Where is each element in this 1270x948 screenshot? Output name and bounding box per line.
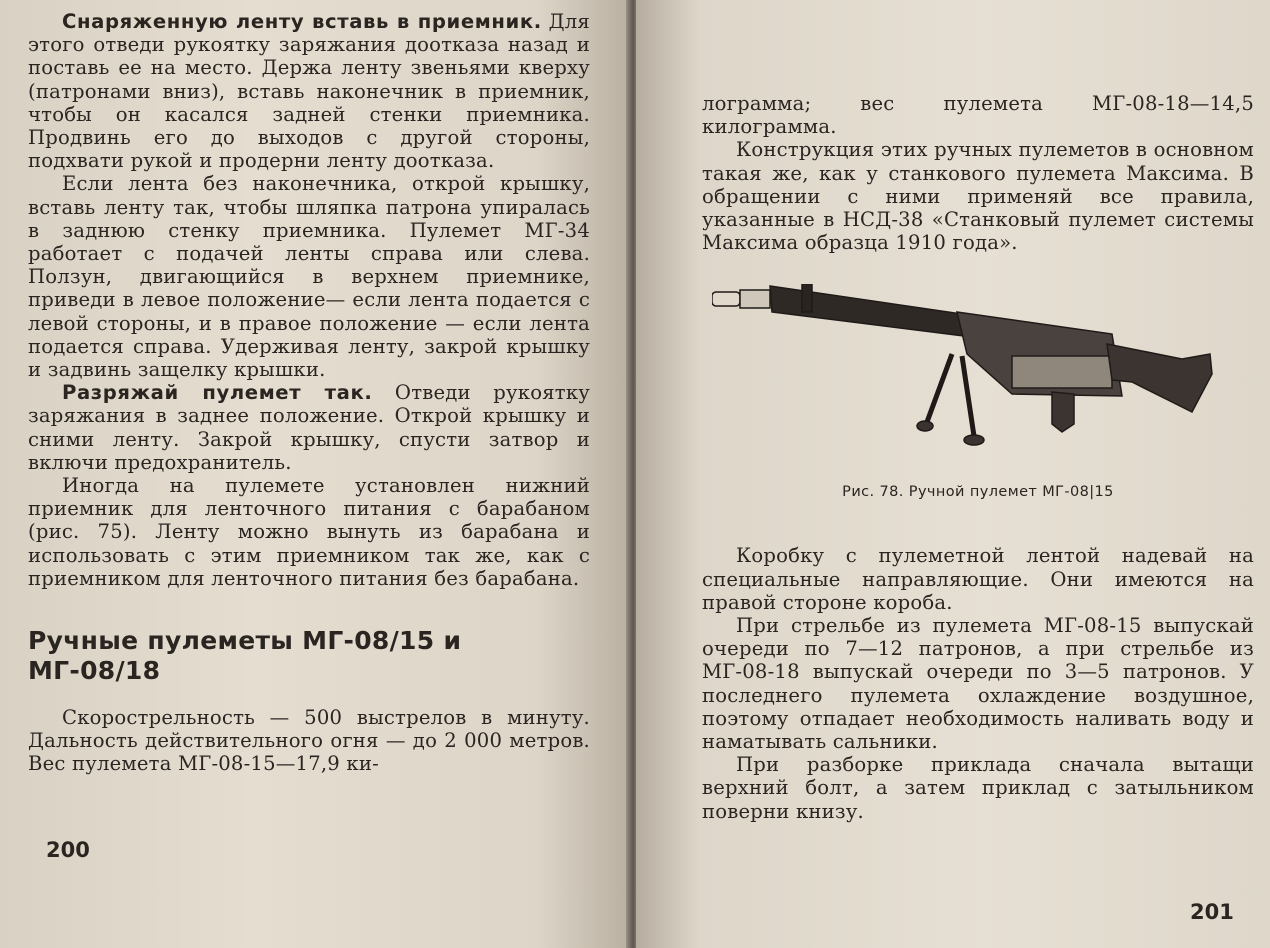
bipod-leg-shape [927, 354, 952, 422]
muzzle-sleeve-shape [740, 290, 770, 308]
paragraph-construction: Конструкция этих ручных пулеметов в основном такая же, как у станкового пулемета Максима. В обращении с ними применяй все правила, указанные в НСД-38 «Станковый пулемет системы Максима образца 1910 года». [702, 138, 1254, 255]
bipod-foot-shape [964, 435, 984, 445]
paragraph-body: Отведи рукоятку заряжания в заднее положение. Открой крышку и сними ленту. Закрой крышку, спусти затвор и включи предохранитель. [28, 381, 591, 474]
page-number-right: 201 [1190, 900, 1234, 924]
front-sight-shape [802, 284, 812, 312]
bipod-leg-shape [962, 356, 974, 436]
pistol-grip-shape [1052, 392, 1074, 432]
paragraph-no-tip: Если лента без наконечника, открой крышку, вставь ленту так, чтобы шляпка патрона упиралась в заднюю стенку приемника. Пулемет МГ-34 работает с подачей ленты справа или слева. Ползун, двигающийся в верхнем приемнике, приведи в левое положение— если лента подается с левой стороны, и в правое положение — если лента подается справа. Удерживая ленту, закрой крышку и задвинь защелку крышки. [28, 172, 590, 382]
page-number-left: 200 [46, 838, 90, 862]
paragraph-ammo-box: Коробку с пулеметной лентой надевай на специальные направляющие. Они имеются на правой стороне короба. [702, 544, 1254, 614]
paragraph-body: Для этого отведи рукоятку заряжания доотказа назад и поставь ее на место. Держа ленту звеньями кверху (патронами вниз), вставь наконечник в приемник, чтобы он касался задней стенки приемника. Продвинь его до выходов с другой стороны, подхвати рукой и продерни ленту доотказа. [28, 10, 590, 173]
machine-gun-illustration [712, 284, 1224, 464]
right-page [636, 0, 1270, 948]
paragraph-rate-of-fire: Скорострельность — 500 выстрелов в минуту. Дальность действительного огня — до 2 000 метров. Вес пулемета МГ-08-15—17,9 ки- [28, 706, 590, 776]
paragraph-loading [28, 10, 590, 172]
bipod-foot-shape [917, 421, 933, 431]
receiver-side-plate-shape [1012, 356, 1112, 388]
barrel-jacket-shape [770, 286, 964, 336]
muzzle-shape [712, 292, 740, 306]
paragraph-bursts: При стрельбе из пулемета МГ-08-15 выпускай очереди по 7—12 патронов, а при стрельбе из МГ-08-18 выпускай очереди по 3—5 патронов. У последнего пулемета охлаждение воздушное, поэтому отпадает необходимость наливать воду и наматывать сальники. [702, 614, 1254, 754]
stock-shape [1107, 344, 1212, 412]
paragraph-lead: Разряжай пулемет так. [62, 381, 373, 405]
right-page-text [702, 92, 1254, 823]
paragraph-lead: Снаряженную ленту вставь в приемник. [62, 10, 542, 33]
paragraph-drum: Иногда на пулемете установлен нижний приемник для ленточного питания с барабаном (рис. 75). Ленту можно вынуть из барабана и использовать с этим приемником так же, как с приемником для ленточного питания без барабана. [28, 474, 590, 590]
paragraph-unloading [28, 381, 590, 474]
paragraph-stock-disassembly: При разборке приклада сначала вытащи верхний болт, а затем приклад с затыльником поверни книзу. [702, 753, 1254, 823]
left-page [0, 0, 632, 948]
figure-caption: Рис. 78. Ручной пулемет МГ-08|15 [842, 484, 1114, 501]
section-title: Ручные пулеметы МГ-08/15 и МГ-08/18 [28, 626, 462, 686]
paragraph-weight: лограмма; вес пулемета МГ-08-18—14,5 килограмма. [702, 92, 1254, 139]
left-page-text [28, 10, 590, 776]
